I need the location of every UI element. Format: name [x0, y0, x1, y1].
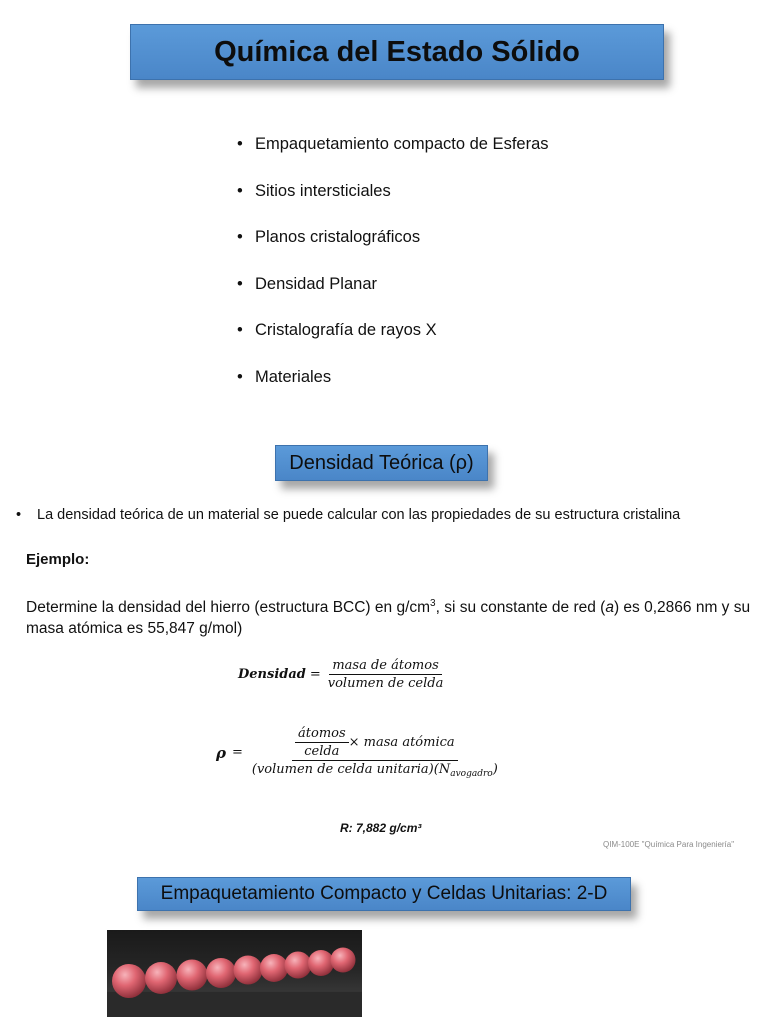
- page-title-banner: [130, 24, 664, 80]
- density-description: [16, 507, 680, 523]
- topic-label: Planos cristalográficos: [255, 228, 421, 246]
- formula-numerator: masa de átomos: [329, 658, 441, 675]
- topic-label: Sitios intersticiales: [255, 181, 391, 200]
- page-title: Química del Estado Sólido: [214, 35, 580, 68]
- formula-fraction: [249, 726, 501, 779]
- floor-shadow: [107, 992, 362, 1017]
- formula-lhs: Densidad: [238, 667, 306, 682]
- atoms-label: átomos: [295, 726, 349, 743]
- density-description-text: La densidad teórica de un material se puede calcular con las propiedades de su estructura cristalina: [37, 507, 681, 523]
- atoms-per-cell-fraction: [295, 726, 349, 759]
- density-heading: Densidad Teórica (ρ): [289, 451, 474, 474]
- problem-text: ) es 0,2866 nm y su masa atómica es 55,847 g/mol): [26, 599, 751, 638]
- density-heading-banner: [275, 445, 488, 481]
- denominator-close: ): [492, 762, 498, 777]
- packing-heading-banner: [137, 877, 631, 911]
- problem-statement: [26, 593, 756, 639]
- formula-denominator: [249, 761, 501, 779]
- avogadro-subscript: avogadro: [450, 769, 493, 779]
- formula-numerator: [292, 726, 458, 761]
- result-answer: R: 7,882 g/cm³: [340, 821, 422, 835]
- list-item: [237, 226, 549, 273]
- cell-label: celda: [304, 744, 340, 759]
- sphere: [331, 948, 356, 973]
- density-formula: [238, 658, 446, 691]
- topics-list: [237, 133, 549, 412]
- course-footnote: QIM-100E "Química Para Ingeniería": [603, 840, 735, 849]
- sphere: [206, 958, 236, 988]
- formula-fraction: [325, 658, 447, 691]
- atomic-mass-term: × masa atómica: [348, 735, 455, 750]
- sphere: [285, 952, 312, 979]
- example-label: Ejemplo:: [26, 551, 90, 568]
- problem-superscript: 3: [430, 598, 436, 609]
- sphere: [308, 950, 334, 976]
- sphere: [177, 960, 208, 991]
- list-item: [237, 180, 549, 227]
- formula-denominator: volumen de celda: [327, 676, 444, 691]
- list-item: [237, 319, 549, 366]
- equals-sign: =: [309, 667, 321, 682]
- topic-label: Materiales: [255, 367, 332, 386]
- topic-label: Densidad Planar: [255, 274, 377, 293]
- list-item: [237, 273, 549, 320]
- sphere: [234, 956, 263, 985]
- bullet-marker: •: [16, 507, 22, 523]
- problem-text: Determine la densidad del hierro (estructura BCC) en g/cm: [26, 599, 431, 617]
- rho-formula: [216, 726, 501, 779]
- topic-label: Empaquetamiento compacto de Esferas: [255, 135, 549, 153]
- sphere: [112, 964, 146, 998]
- sphere: [145, 962, 177, 994]
- formula-lhs: ρ: [216, 743, 226, 762]
- close-packed-spheres-image: [107, 930, 362, 1017]
- problem-text: , si su constante de red (: [435, 599, 606, 617]
- denominator-text: (volumen de celda unitaria)(N: [251, 762, 451, 777]
- lattice-constant-symbol: a: [605, 599, 614, 617]
- packing-heading: Empaquetamiento Compacto y Celdas Unitarias: 2-D: [160, 883, 608, 904]
- list-item: [237, 366, 549, 413]
- list-item: [237, 133, 549, 180]
- equals-sign: =: [231, 745, 243, 760]
- topic-label: Cristalografía de rayos X: [255, 321, 437, 339]
- spheres-illustration: [107, 930, 362, 1017]
- sphere: [260, 954, 288, 982]
